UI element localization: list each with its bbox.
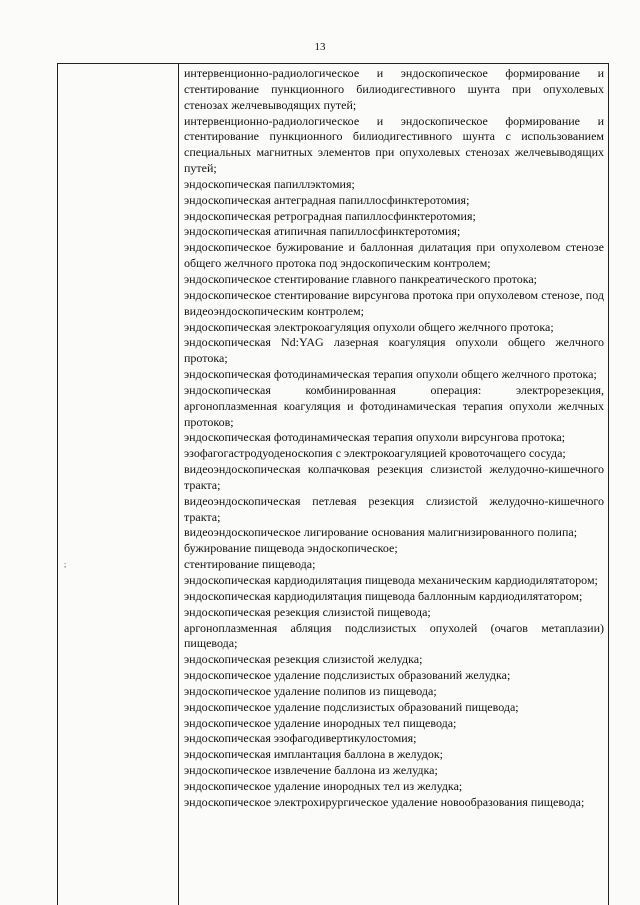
- procedure-item: эндоскопическое стентирование вирсунгова протока при опухолевом стенозе, под видеоэндоскопическим контролем;: [184, 287, 604, 318]
- procedure-item: эндоскопическая комбинированная операция: электрорезекция, аргоноплазменная коагуляция и фотодинамическая терапия опухоли желчных протоков;: [184, 382, 604, 429]
- procedure-item: эндоскопическое удаление инородных тел из желудка;: [184, 778, 463, 793]
- procedure-item: эндоскопическая папиллэктомия;: [184, 176, 355, 191]
- procedure-item: видеоэндоскопическое лигирование основания малигнизированного полипа;: [184, 525, 578, 540]
- procedure-item: интервенционно-радиологическое и эндоскопическое формирование и стентирование пункционного билиодигестивного шунта с использованием специальных магнитных элементов при опухолевых стенозах желчевыводящих путей;: [184, 113, 604, 176]
- procedure-item: эндоскопическая кардиодилятация пищевода механическим кардиодилятатором;: [184, 573, 598, 587]
- procedure-item: эндоскопическая имплантация баллона в желудок;: [184, 747, 443, 762]
- procedure-item: эндоскопическая кардиодилятация пищевода баллонным кардиодилятатором;: [184, 588, 583, 603]
- procedure-item: эзофагогастродуоденоскопия с электрокоагуляцией кровоточащего сосуда;: [184, 446, 566, 461]
- procedures-table: [57, 63, 609, 905]
- procedure-item: аргоноплазменная абляция подслизистых опухолей (очагов метаплазии) пищевода;: [184, 620, 604, 651]
- page-number: 13: [314, 41, 326, 53]
- procedure-item: эндоскопическая резекция слизистой желудка;: [184, 652, 423, 667]
- procedure-item: эндоскопическое удаление полипов из пищевода;: [184, 683, 437, 698]
- procedure-item: эндоскопическая фотодинамическая терапия опухоли вирсунгова протока;: [184, 430, 566, 445]
- procedure-item: эндоскопическое удаление подслизистых образований желудка;: [184, 668, 511, 683]
- procedure-item: эндоскопическая атипичная папиллосфинктеротомия;: [184, 224, 461, 239]
- margin-mark: ;: [64, 560, 67, 569]
- procedure-item: эндоскопическое извлечение баллона из желудка;: [184, 763, 438, 778]
- procedure-item: эндоскопическая эзофагодивертикулостомия;: [184, 731, 417, 746]
- column-divider: [178, 64, 179, 905]
- procedure-item: эндоскопическое бужирование и баллонная дилатация при опухолевом стенозе общего желчного протока под эндоскопическим контролем;: [184, 240, 604, 271]
- procedure-item: эндоскопическая Nd:YAG лазерная коагуляция опухоли общего желчного протока;: [184, 335, 604, 366]
- procedure-item: видеоэндоскопическая колпачковая резекция слизистой желудочно-кишечного тракта;: [184, 462, 604, 492]
- procedure-item: видеоэндоскопическая петлевая резекция слизистой желудочно-кишечного тракта;: [184, 493, 604, 524]
- procedure-item: стентирование пищевода;: [184, 557, 316, 572]
- procedure-item: эндоскопическая резекция слизистой пищевода;: [184, 604, 431, 619]
- procedure-item: эндоскопическое удаление инородных тел пищевода;: [184, 715, 457, 730]
- procedure-item: эндоскопическая электрокоагуляция опухоли общего желчного протока;: [184, 319, 554, 334]
- procedure-item: эндоскопическое стентирование главного панкреатического протока;: [184, 271, 538, 286]
- procedure-item: эндоскопическая ретроградная папиллосфинктеротомия;: [184, 208, 476, 223]
- procedures-list: [184, 66, 604, 811]
- procedure-item: интервенционно-радиологическое и эндоскопическое формирование и стентирование пункционного билиодигестивного шунта при опухолевых стенозах желчевыводящих путей;: [184, 66, 604, 112]
- procedure-item: эндоскопическое удаление подслизистых образований пищевода;: [184, 699, 519, 714]
- procedure-item: эндоскопическая фотодинамическая терапия опухоли общего желчного протока;: [184, 367, 597, 382]
- procedure-item: эндоскопическое электрохирургическое удаление новообразования пищевода;: [184, 794, 585, 809]
- procedure-item: бужирование пищевода эндоскопическое;: [184, 541, 398, 556]
- procedure-item: эндоскопическая антеградная папиллосфинктеротомия;: [184, 192, 470, 207]
